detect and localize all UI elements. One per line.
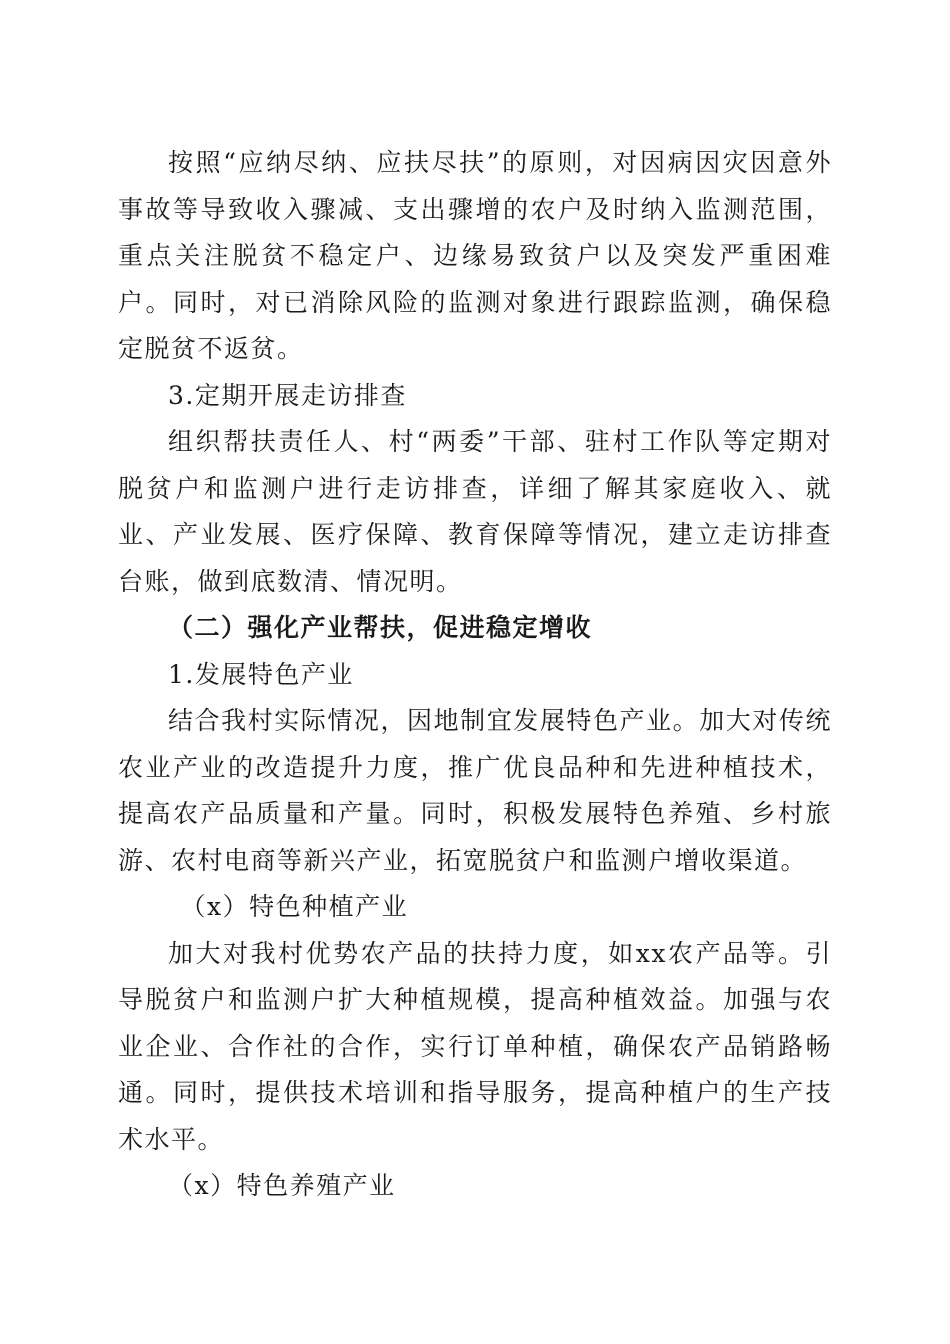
- paragraph-monitoring-scope: 按照“应纳尽纳、应扶尽扶”的原则，对因病因灾因意外事故等导致收入骤减、支出骤增的农户及时纳入监测范围，重点关注脱贫不稳定户、边缘易致贫户以及突发严重困难户。同时，对已消除风险的监测对象进行跟踪监测，确保稳定脱贫不返贫。: [118, 148, 832, 363]
- heading-characteristic-industry: 1.发展特色产业: [168, 659, 354, 689]
- paragraph-characteristic-industry: 结合我村实际情况，因地制宜发展特色产业。加大对传统农业产业的改造提升力度，推广优良品种和先进种植技术，提高农产品质量和产量。同时，积极发展特色养殖、乡村旅游、农村电商等新兴产业，拓宽脱贫户和监测户增收渠道。: [118, 706, 832, 875]
- section-heading-industry-support: （二）强化产业帮扶，促进稳定增收: [168, 613, 593, 642]
- heading-planting-industry: （x）特色种植产业: [180, 892, 409, 921]
- paragraph-visit-inspection: 组织帮扶责任人、村“两委”干部、驻村工作队等定期对脱贫户和监测户进行走访排查，详细了解其家庭收入、就业、产业发展、医疗保障、教育保障等情况，建立走访排查台账，做到底数清、情况明。: [118, 427, 832, 596]
- paragraph-planting-industry: 加大对我村优势农产品的扶持力度，如xx农产品等。引导脱贫户和监测户扩大种植规模，提高种植效益。加强与农业企业、合作社的合作，实行订单种植，确保农产品销路畅通。同时，提供技术培训和指导服务，提高种植户的生产技术水平。: [118, 938, 832, 1154]
- heading-visit-inspection: 3.定期开展走访排查: [168, 380, 407, 410]
- heading-breeding-industry: （x）特色养殖产业: [168, 1171, 396, 1200]
- document-body: [118, 140, 832, 1210]
